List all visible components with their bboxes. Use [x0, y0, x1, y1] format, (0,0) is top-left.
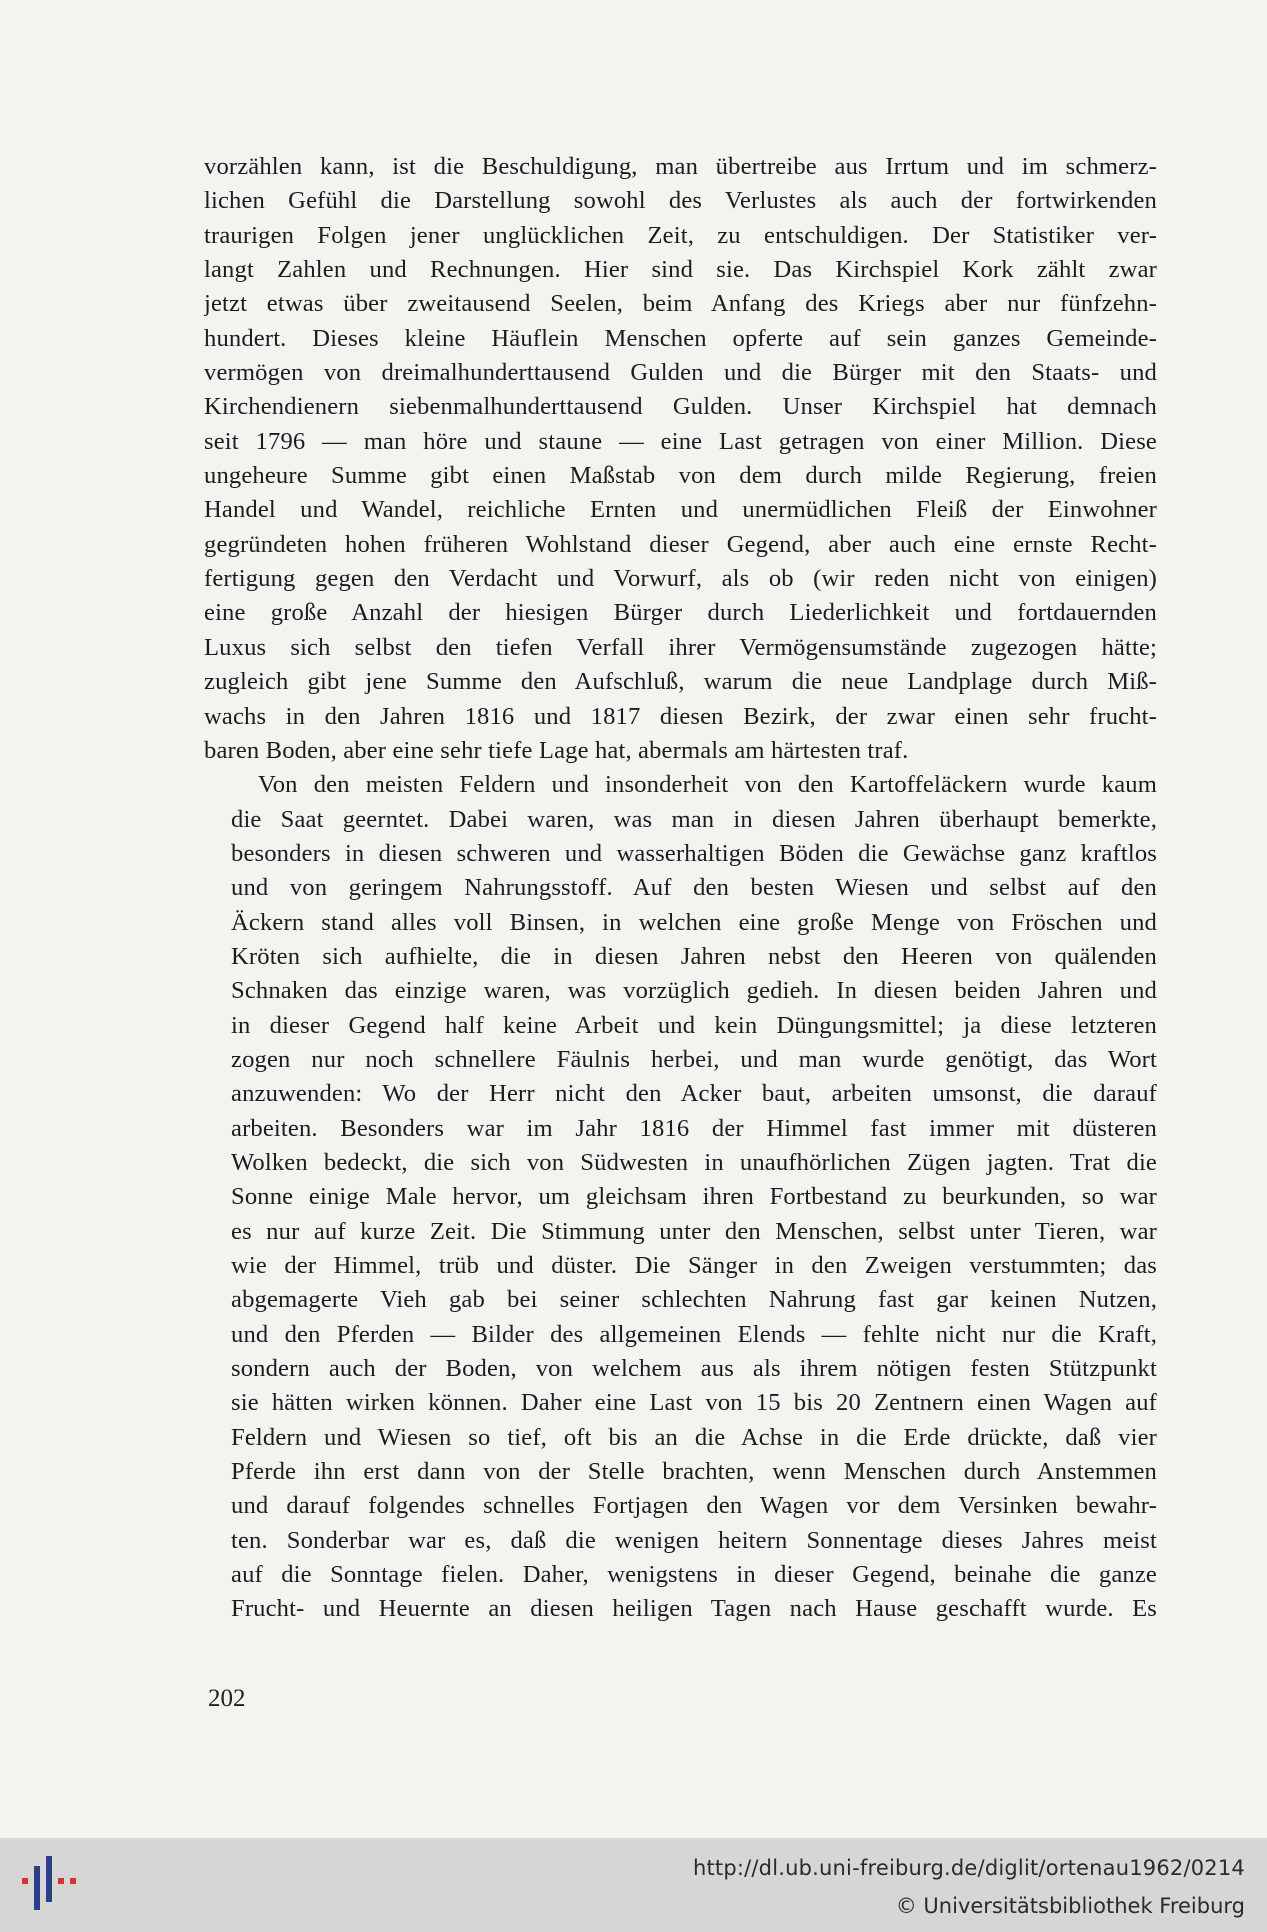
- text-line: anzuwenden: Wo der Herr nicht den Acker baut, arbeiten umsonst, die darauf: [231, 1080, 1157, 1108]
- text-line: wachs in den Jahren 1816 und 1817 diesen Bezirk, der zwar einen sehr frucht-: [204, 702, 1157, 730]
- text-line: vermögen von dreimalhunderttausend Gulden und die Bürger mit den Staats- und: [204, 359, 1157, 387]
- text-line: langt Zahlen und Rechnungen. Hier sind sie. Das Kirchspiel Kork zählt zwar: [204, 256, 1157, 284]
- text-line: die Saat geerntet. Dabei waren, was man in diesen Jahren überhaupt bemerkte,: [231, 805, 1157, 833]
- footer-url-link[interactable]: http://dl.ub.uni-freiburg.de/diglit/ortenau1962/0214: [692, 1856, 1245, 1880]
- text-line: ten. Sonderbar war es, daß die wenigen heitern Sonnentage dieses Jahres meist: [231, 1526, 1157, 1554]
- paragraph-2: [204, 768, 1157, 1627]
- text-line: baren Boden, aber eine sehr tiefe Lage hat, abermals am härtesten traf.: [204, 736, 909, 764]
- text-line: Handel und Wandel, reichliche Ernten und unermüdlichen Fleiß der Einwohner: [204, 496, 1157, 524]
- text-line: Wolken bedeckt, die sich von Südwesten in unaufhörlichen Zügen jagten. Trat die: [231, 1148, 1157, 1176]
- text-line: Kirchendienern siebenmalhunderttausend Gulden. Unser Kirchspiel hat demnach: [204, 393, 1157, 421]
- body-text: [204, 150, 1157, 1627]
- text-line: in dieser Gegend half keine Arbeit und kein Düngungsmittel; ja diese letzteren: [231, 1011, 1157, 1039]
- text-line: Feldern und Wiesen so tief, oft bis an die Achse in die Erde drückte, daß vier: [231, 1423, 1157, 1451]
- footer-copyright: © Universitätsbibliothek Freiburg: [895, 1894, 1245, 1918]
- text-line: zogen nur noch schnellere Fäulnis herbei, und man wurde genötigt, das Wort: [231, 1045, 1157, 1073]
- paragraph-1: [204, 150, 1157, 768]
- text-line: besonders in diesen schweren und wasserhaltigen Böden die Gewächse ganz kraftlos: [231, 839, 1157, 867]
- text-line: Äckern stand alles voll Binsen, in welchen eine große Menge von Fröschen und: [231, 908, 1157, 936]
- text-line: hundert. Dieses kleine Häuflein Menschen opferte auf sein ganzes Gemeinde-: [204, 324, 1157, 352]
- footer-bar: [0, 1838, 1267, 1932]
- text-line: Sonne einige Male hervor, um gleichsam ihren Fortbestand zu beurkunden, so war: [231, 1183, 1157, 1211]
- text-line: arbeiten. Besonders war im Jahr 1816 der Himmel fast immer mit düsteren: [231, 1114, 1157, 1142]
- text-line: seit 1796 — man höre und staune — eine Last getragen von einer Million. Diese: [204, 427, 1157, 455]
- text-line: abgemagerte Vieh gab bei seiner schlechten Nahrung fast gar keinen Nutzen,: [231, 1286, 1157, 1314]
- text-line: lichen Gefühl die Darstellung sowohl des Verlustes als auch der fortwirkenden: [204, 187, 1157, 215]
- ub-freiburg-logo-icon: [16, 1852, 82, 1918]
- page-number: 202: [208, 1685, 246, 1712]
- text-line: Frucht- und Heuernte an diesen heiligen Tagen nach Hause geschafft wurde. Es: [231, 1595, 1157, 1623]
- text-line: und von geringem Nahrungsstoff. Auf den besten Wiesen und selbst auf den: [231, 874, 1157, 902]
- text-line: zugleich gibt jene Summe den Aufschluß, warum die neue Landplage durch Miß-: [204, 668, 1157, 696]
- text-line: vorzählen kann, ist die Beschuldigung, man übertreibe aus Irrtum und im schmerz-: [204, 153, 1157, 180]
- text-line: wie der Himmel, trüb und düster. Die Sänger in den Zweigen verstummten; das: [231, 1252, 1157, 1279]
- text-line: sie hätten wirken können. Daher eine Last von 15 bis 20 Zentnern einen Wagen auf: [231, 1389, 1157, 1417]
- text-line: Kröten sich aufhielte, die in diesen Jahren nebst den Heeren von quälenden: [231, 942, 1157, 970]
- text-line: Schnaken das einzige waren, was vorzüglich gedieh. In diesen beiden Jahren und: [231, 977, 1157, 1005]
- text-line: auf die Sonntage fielen. Daher, wenigstens in dieser Gegend, beinahe die ganze: [231, 1561, 1157, 1589]
- text-line: gegründeten hohen früheren Wohlstand dieser Gegend, aber auch eine ernste Recht-: [204, 530, 1157, 558]
- text-line: und den Pferden — Bilder des allgemeinen Elends — fehlte nicht nur die Kraft,: [231, 1320, 1157, 1348]
- text-line: jetzt etwas über zweitausend Seelen, beim Anfang des Kriegs aber nur fünfzehn-: [204, 290, 1157, 318]
- text-line: fertigung gegen den Verdacht und Vorwurf, als ob (wir reden nicht von einigen): [204, 565, 1157, 593]
- text-line: und darauf folgendes schnelles Fortjagen den Wagen vor dem Versinken bewahr-: [231, 1492, 1157, 1520]
- text-line: Pferde ihn erst dann von der Stelle brachten, wenn Menschen durch Anstemmen: [231, 1458, 1157, 1486]
- text-line: traurigen Folgen jener unglücklichen Zeit, zu entschuldigen. Der Statistiker ver-: [204, 221, 1157, 249]
- text-line: ungeheure Summe gibt einen Maßstab von dem durch milde Regierung, freien: [204, 462, 1157, 490]
- text-line: eine große Anzahl der hiesigen Bürger durch Liederlichkeit und fortdauernden: [204, 599, 1157, 627]
- text-line: Von den meisten Feldern und insonderheit von den Kartoffeläckern wurde kaum: [258, 771, 1157, 799]
- text-line: sondern auch der Boden, von welchem aus als ihrem nötigen festen Stützpunkt: [231, 1355, 1157, 1383]
- text-line: Luxus sich selbst den tiefen Verfall ihrer Vermögensumstände zugezogen hätte;: [204, 633, 1157, 661]
- text-line: es nur auf kurze Zeit. Die Stimmung unter den Menschen, selbst unter Tieren, war: [231, 1217, 1157, 1245]
